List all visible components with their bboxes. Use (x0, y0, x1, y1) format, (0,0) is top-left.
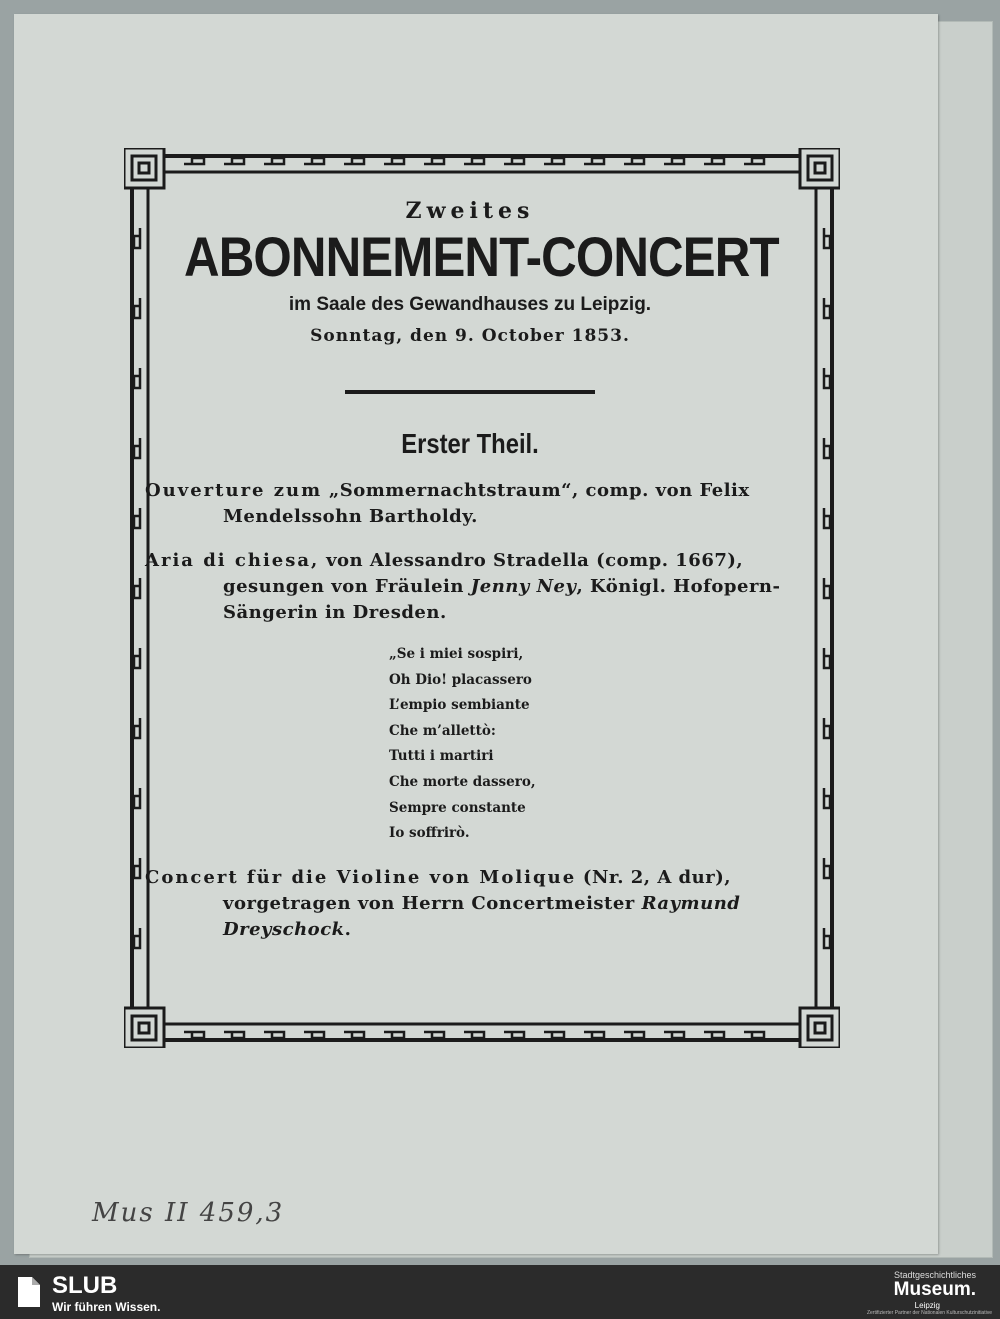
lyric-line: L’empio sembiante (389, 697, 530, 714)
slub-logo-icon (14, 1273, 44, 1311)
item-title: Concert für die Violine von Molique (145, 866, 577, 888)
page-title: ABONNEMENT-CONCERT (184, 225, 779, 288)
shelfmark-handwritten: Mus II 459,3 (92, 1198, 285, 1228)
heading-small: Zweites (405, 198, 535, 224)
concert-date: Sonntag, den 9. October 1853. (310, 326, 630, 346)
lyric-line: „Se i miei sospiri, (389, 646, 524, 662)
aria-lyrics (389, 642, 795, 847)
program-content (145, 190, 795, 943)
item-text: „Sommernachtstraum“, comp. von Felix Mendelssohn Bartholdy. (223, 480, 750, 527)
program-item (145, 865, 795, 943)
program-item (145, 548, 795, 626)
museum-subtitle: Stadtgeschichtliches (893, 1270, 976, 1280)
museum-certification: Zertifizierter Partner der Nationalen Kulturschutzinitiative (866, 1310, 992, 1316)
museum-city: Leipzig (914, 1301, 940, 1310)
performer-name: Jenny Ney (470, 576, 577, 597)
lyric-line: Oh Dio! placassero (389, 671, 532, 688)
item-title: Ouverture zum (145, 480, 323, 501)
venue: im Saale des Gewandhauses zu Leipzig. (288, 294, 652, 315)
item-text: (Nr. 2, A dur), vorgetragen von Herrn Concertmeister (223, 866, 731, 914)
lyric-line: Che m’allettò: (389, 722, 496, 739)
item-title: Aria di chiesa, (145, 550, 320, 571)
museum-name: Museum. (893, 1279, 976, 1300)
item-text: , Königl. Hofopern-Sängerin in Dresden. (223, 576, 781, 623)
library-tagline: Wir führen Wissen. (52, 1300, 161, 1314)
performer-name: Raymund Dreyschock (223, 892, 741, 940)
lyric-line: Tutti i martiri (389, 748, 494, 765)
lyric-line: Io soffrirò. (389, 825, 470, 842)
program-item (145, 478, 795, 530)
divider-rule (345, 390, 595, 394)
lyric-line: Che morte dassero, (389, 773, 536, 790)
section-title: Erster Theil. (401, 428, 539, 459)
lyric-line: Sempre constante (389, 799, 526, 816)
library-name: SLUB (52, 1272, 118, 1299)
item-text: von Alessandro Stradella (comp. 1667), gesungen von Fräulein (223, 550, 744, 597)
item-text: . (344, 918, 352, 940)
